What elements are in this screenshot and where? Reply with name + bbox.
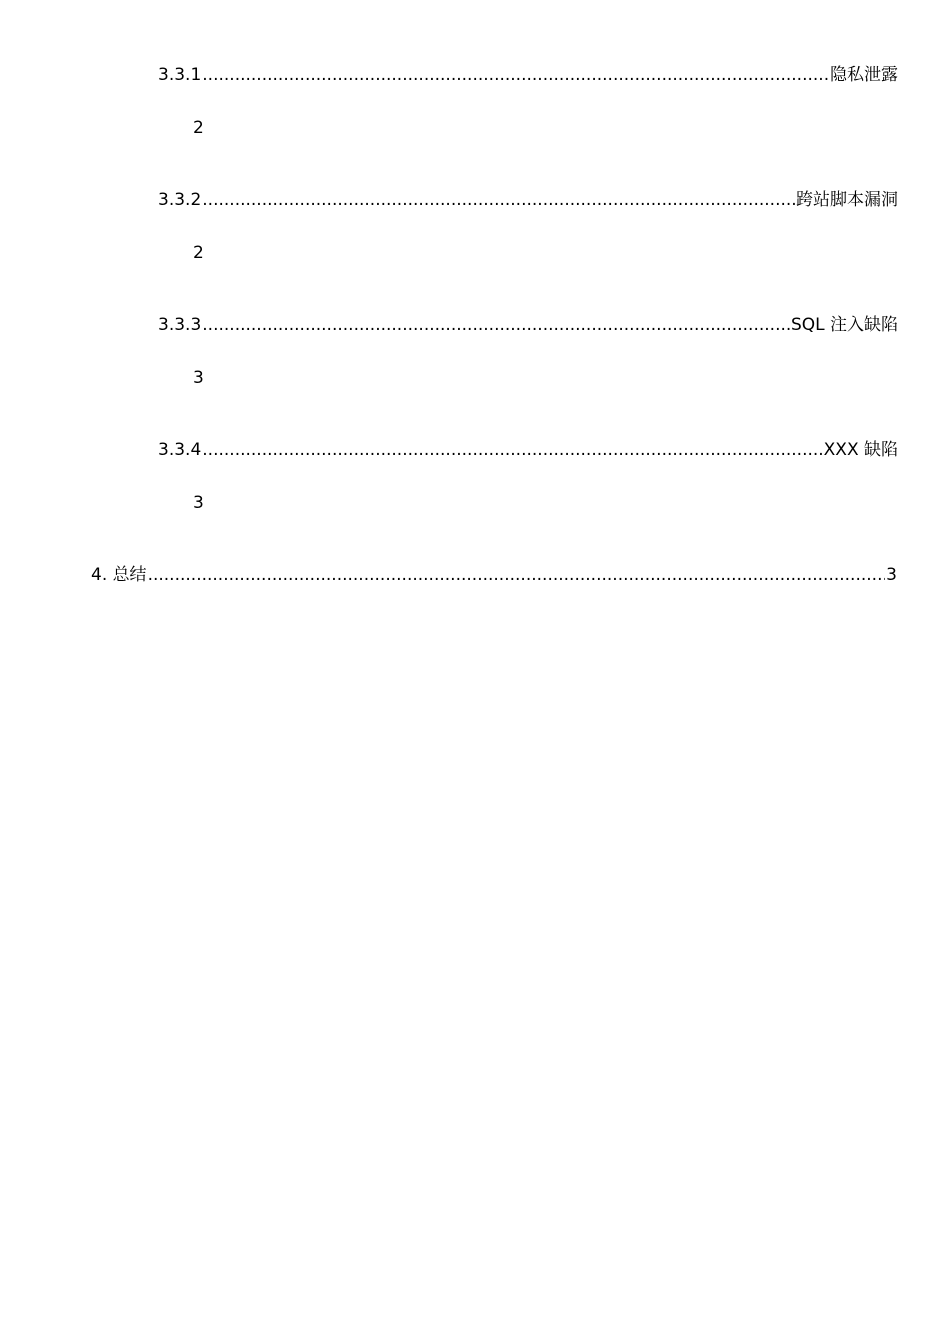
- toc-entry-4[interactable]: [91, 564, 897, 586]
- toc-entry-page-3-3-3: 3: [193, 368, 204, 388]
- toc-entry-page-3-3-4: 3: [193, 493, 204, 513]
- toc-entry-title: 总结: [112, 565, 147, 585]
- toc-entry-title: XXX 缺陷: [823, 440, 898, 460]
- toc-entry-number: 3.3.4: [158, 440, 202, 460]
- toc-entry-number: 3.3.2: [158, 190, 202, 210]
- toc-entry-page: 3: [886, 565, 897, 585]
- toc-dot-leader: [202, 64, 829, 86]
- toc-entry-number: 4.: [91, 565, 108, 585]
- toc-dot-leader: [202, 439, 822, 461]
- toc-entry-title: 隐私泄露: [830, 65, 898, 85]
- toc-dot-leader: [202, 314, 790, 336]
- toc-dot-leader: [202, 189, 795, 211]
- toc-entry-3-3-4[interactable]: [158, 439, 898, 461]
- toc-entry-3-3-2[interactable]: [158, 189, 898, 211]
- toc-entry-3-3-3[interactable]: [158, 314, 898, 336]
- toc-entry-page-3-3-1: 2: [193, 118, 204, 138]
- toc-dot-leader: [148, 564, 886, 586]
- toc-entry-number: 3.3.1: [158, 65, 202, 85]
- toc-entry-3-3-1[interactable]: [158, 64, 898, 86]
- toc-entry-page-3-3-2: 2: [193, 243, 204, 263]
- toc-entry-title: SQL 注入缺陷: [790, 315, 898, 335]
- toc-entry-number: 3.3.3: [158, 315, 202, 335]
- toc-entry-title: 跨站脚本漏洞: [796, 190, 898, 210]
